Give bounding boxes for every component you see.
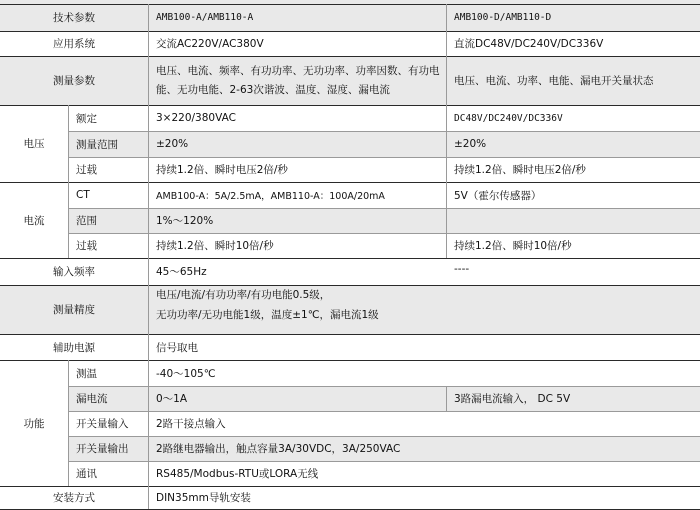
current-range-d [446,208,700,233]
measurement-ab: 电压、电流、频率、有功功率、无功功率、功率因数、有功电能、无功电能、2-63次谐波、温度、湿度、漏电流 [156,64,440,96]
function-group-label: 功能 [23,417,45,430]
current-overload-label: 过载 [76,240,97,252]
accuracy-line-1: 电压/电流/有功功率/有功电能0.5级， [156,289,331,301]
function-switch-output-label: 开关量输出 [76,443,129,455]
application-label: 应用系统 [53,38,95,50]
voltage-rated-ab: 3×220/380VAC [156,112,236,124]
voltage-rated-label: 额定 [76,112,97,125]
header-model-ab: AMB100-A/AMB110-A [156,12,254,23]
voltage-range-label: 测量范围 [76,138,118,151]
accuracy-label: 测量精度 [53,304,95,316]
function-comm-label: 通讯 [76,468,97,480]
function-switch-input-label: 开关量输入 [76,418,129,430]
function-comm-value: RS485/Modbus-RTU或LORA无线 [156,468,319,480]
function-temp-label: 测温 [76,367,97,380]
install-value: DIN35mm导轨安装 [156,492,251,504]
current-range-label: 范围 [76,215,97,227]
aux-power-label: 辅助电源 [53,341,95,354]
header-model-d: AMB100-D/AMB110-D [454,12,552,23]
application-ab: 交流AC220V/AC380V [156,38,264,50]
voltage-overload-d: 持续1.2倍、瞬时电压2倍/秒 [454,164,586,176]
header-label: 技术参数 [53,12,95,24]
function-switch-input-value: 2路干接点输入 [156,418,226,430]
accuracy-line-2: 无功功率/无功电能1级，温度±1℃，漏电流1级 [156,309,379,321]
current-ct-d: 5V（霍尔传感器） [454,189,542,202]
voltage-range-ab: ±20% [156,138,189,150]
current-group-label: 电流 [23,214,45,227]
function-leakage-label: 漏电流 [76,393,108,405]
input-freq-d: ---- [454,263,470,275]
current-range-ab: 1%～120% [156,215,214,227]
current-ct-label: CT [76,189,90,201]
application-d: 直流DC48V/DC240V/DC336V [454,38,604,50]
voltage-overload-label: 过载 [76,164,97,176]
current-overload-ab: 持续1.2倍、瞬时10倍/秒 [156,240,274,252]
input-freq-ab: 45～65Hz [156,266,207,278]
current-ct-ab: AMB100-A：5A/2.5mA，AMB110-A：100A/20mA [156,191,385,202]
function-leakage-d: 3路漏电流输入， DC 5V [454,393,571,405]
aux-power-value: 信号取电 [156,341,198,354]
current-overload-d: 持续1.2倍、瞬时10倍/秒 [454,240,572,252]
voltage-rated-d: DC48V/DC240V/DC336V [454,112,563,124]
accuracy-value [148,285,700,334]
input-freq-label: 输入频率 [53,266,95,278]
function-temp-value: -40～105℃ [156,367,216,380]
function-leakage-ab: 0～1A [156,393,188,405]
voltage-overload-ab: 持续1.2倍、瞬时电压2倍/秒 [156,164,288,176]
function-switch-output-value: 2路继电器输出，触点容量3A/30VDC，3A/250VAC [156,443,401,455]
voltage-group-label: 电压 [23,138,45,150]
install-label: 安装方式 [53,492,95,504]
voltage-range-d: ±20% [454,138,487,150]
measurement-d: 电压、电流、功率、电能、漏电开关量状态 [454,75,654,87]
measurement-label: 测量参数 [53,75,95,87]
